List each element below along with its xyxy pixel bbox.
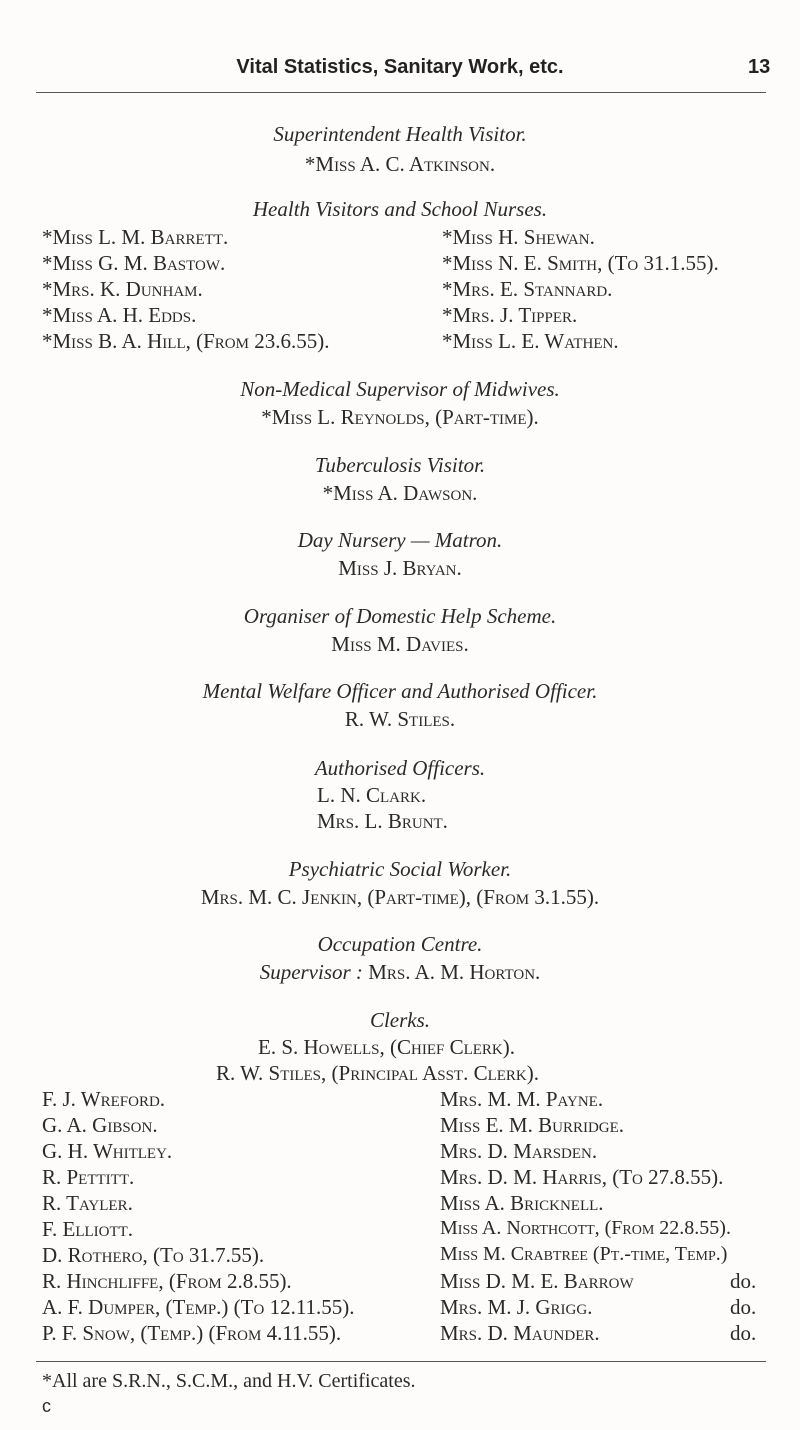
list-item: G. A. Gibson. [42, 1113, 158, 1137]
list-item: A. F. Dumper, (Temp.) (To 12.11.55). [42, 1295, 355, 1319]
list-item: *Miss H. Shewan. [442, 225, 595, 249]
signature-mark: c [42, 1396, 51, 1416]
list-item: Mrs. M. M. Payne. [440, 1087, 604, 1111]
list-item: G. H. Whitley. [42, 1139, 173, 1163]
list-item: R. Hinchliffe, (From 2.8.55). [42, 1269, 292, 1293]
principal-clerk: R. W. Stiles, (Principal Asst. Clerk). [216, 1061, 540, 1085]
domestic-heading: Organiser of Domestic Help Scheme. [243, 604, 557, 628]
midwives-heading: Non-Medical Supervisor of Midwives. [240, 377, 560, 401]
superintendent-name: *Miss A. C. Atkinson. [304, 152, 496, 176]
list-item: *Mrs. J. Tipper. [442, 303, 578, 327]
list-item: *Miss B. A. Hill, (From 23.6.55). [42, 329, 330, 353]
list-item: *Miss G. M. Bastow. [42, 251, 226, 275]
psychiatric-name: Mrs. M. C. Jenkin, (Part-time), (From 3.1.55). [200, 885, 600, 909]
list-item: *Miss N. E. Smith, (To 31.1.55). [442, 251, 719, 275]
list-item: *Miss A. H. Edds. [42, 303, 197, 327]
supervisor-label: Supervisor : [259, 960, 363, 984]
list-item: P. F. Snow, (Temp.) (From 4.11.55). [42, 1321, 342, 1345]
list-item: Mrs. D. Marsden. [440, 1139, 598, 1163]
list-item: Mrs. D. Maunder. [440, 1321, 600, 1345]
ditto-mark: do. [730, 1321, 757, 1345]
ditto-mark: do. [730, 1269, 757, 1293]
list-item: F. J. Wreford. [42, 1087, 166, 1111]
list-item: *Mrs. E. Stannard. [442, 277, 613, 301]
list-item: Mrs. L. Brunt. [317, 809, 448, 833]
mental-welfare-name: R. W. Stiles. [344, 707, 456, 731]
supervisor-name: Mrs. A. M. Horton. [368, 960, 541, 984]
list-item: Miss A. Bricknell. [440, 1191, 604, 1215]
occupation-heading: Occupation Centre. [317, 932, 483, 956]
list-item: Miss A. Northcott, (From 22.8.55). [440, 1217, 731, 1239]
list-item: *Miss L. E. Wathen. [442, 329, 619, 353]
list-item: R. Pettitt. [42, 1165, 135, 1189]
clerks-heading: Clerks. [369, 1008, 431, 1032]
list-item: Miss M. Crabtree (Pt.-time, Temp.) [440, 1243, 728, 1265]
list-item: D. Rothero, (To 31.7.55). [42, 1243, 265, 1267]
health-visitors-heading: Health Visitors and School Nurses. [252, 197, 548, 221]
list-item: F. Elliott. [42, 1217, 134, 1241]
domestic-name: Miss M. Davies. [331, 632, 469, 656]
nursery-name: Miss J. Bryan. [338, 556, 462, 580]
list-item: *Miss L. M. Barrett. [42, 225, 229, 249]
tuberculosis-name: *Miss A. Dawson. [322, 481, 478, 505]
header-rule [36, 92, 766, 93]
ditto-mark: do. [730, 1295, 757, 1319]
occupation-supervisor [0, 960, 800, 985]
nursery-heading: Day Nursery — Matron. [297, 528, 503, 552]
list-item: L. N. Clark. [317, 783, 427, 807]
footnote-rule [36, 1361, 766, 1362]
chief-clerk: E. S. Howells, (Chief Clerk). [258, 1035, 515, 1059]
mental-welfare-heading: Mental Welfare Officer and Authorised Officer. [202, 679, 598, 703]
list-item: Mrs. D. M. Harris, (To 27.8.55). [440, 1165, 724, 1189]
tuberculosis-heading: Tuberculosis Visitor. [314, 453, 486, 477]
authorised-heading: Authorised Officers. [314, 756, 486, 780]
list-item: Miss E. M. Burridge. [440, 1113, 625, 1137]
list-item: R. Tayler. [42, 1191, 133, 1215]
superintendent-heading: Superintendent Health Visitor. [273, 122, 527, 146]
list-item: Mrs. M. J. Grigg. [440, 1295, 593, 1319]
running-title: Vital Statistics, Sanitary Work, etc. [236, 56, 564, 78]
psychiatric-heading: Psychiatric Social Worker. [288, 857, 512, 881]
footnote: *All are S.R.N., S.C.M., and H.V. Certificates. [42, 1370, 416, 1392]
page-number: 13 [748, 56, 771, 78]
list-item: *Mrs. K. Dunham. [42, 277, 203, 301]
list-item: Miss D. M. E. Barrow [440, 1269, 634, 1293]
midwives-name: *Miss L. Reynolds, (Part-time). [261, 405, 539, 429]
